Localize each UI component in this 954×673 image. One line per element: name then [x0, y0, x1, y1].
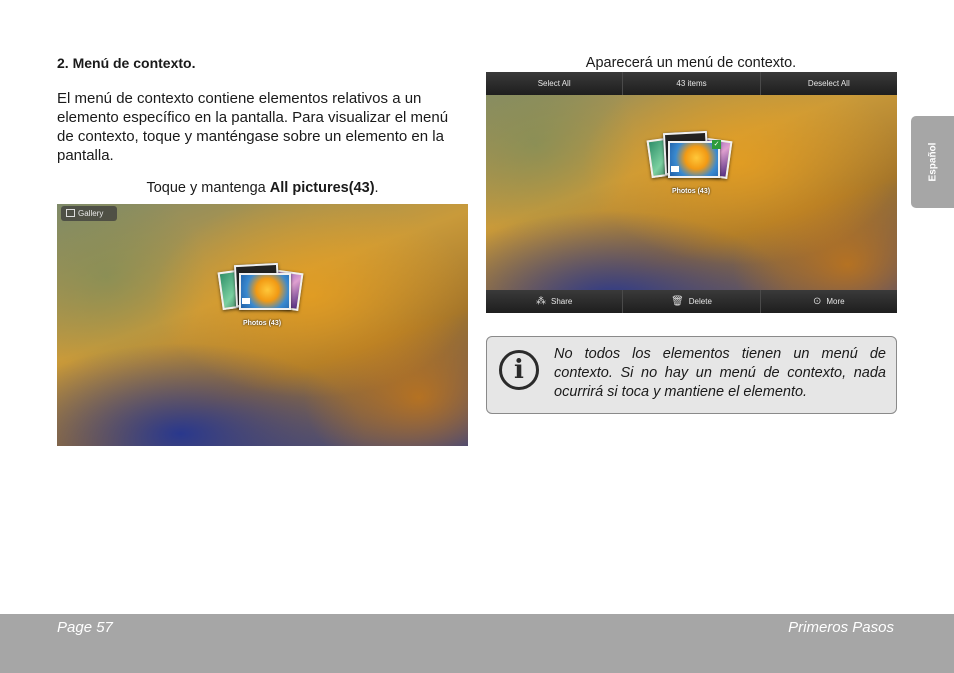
caption-left-bold: All pictures(43) [269, 180, 375, 196]
album-cover-photo [239, 273, 291, 310]
language-tab [911, 116, 954, 208]
gallery-tab-label: Gallery [78, 209, 104, 218]
body-paragraph: El menú de contexto contiene elementos relativos a un elemento específico en la pantalla. Para visualizar el menú de contexto, toque y manténgase sobre un elemento en la pantalla. [57, 90, 449, 164]
select-all-button[interactable] [486, 72, 623, 95]
screenshot-context-menu [486, 72, 897, 313]
album-photos[interactable] [217, 262, 307, 332]
more-label: More [826, 297, 845, 306]
select-all-label: Select All [537, 79, 571, 88]
delete-button[interactable] [623, 290, 760, 313]
share-label: Share [550, 297, 573, 306]
deselect-all-label: Deselect All [807, 79, 850, 88]
album-label: Photos (43) [671, 188, 711, 195]
checkmark-icon: ✓ [713, 141, 720, 148]
share-icon: ⁂ [535, 296, 546, 307]
gallery-icon [66, 209, 75, 217]
caption-right: Aparecerá un menú de contexto. [585, 55, 797, 71]
gallery-tab[interactable] [61, 206, 117, 221]
folder-icon [671, 166, 679, 172]
note-text: No todos los elementos tienen un menú de contexto. Si no hay un menú de contexto, nada ocurrirá si toca y mantiene el elemento. [554, 346, 886, 400]
info-icon: i [499, 350, 539, 390]
section-title: 2. Menú de contexto. [57, 55, 196, 71]
page-number: Page 57 [57, 619, 113, 636]
item-count [623, 72, 760, 95]
footer-section-name: Primeros Pasos [788, 619, 894, 636]
caption-left [57, 180, 468, 196]
delete-label: Delete [688, 297, 712, 306]
folder-icon [242, 298, 250, 304]
deselect-all-button[interactable] [761, 72, 897, 95]
trash-icon: 🗑 [671, 296, 684, 307]
language-tab-label: Español [927, 142, 938, 182]
action-bar-bottom [486, 290, 897, 313]
more-icon: ⊙ [813, 296, 822, 307]
info-note [486, 336, 897, 414]
album-photos-selected[interactable] [646, 130, 736, 200]
caption-left-prefix: Toque y mantenga [146, 180, 270, 196]
screenshot-gallery [57, 204, 468, 446]
page-footer [0, 614, 954, 673]
caption-left-suffix: . [374, 180, 379, 196]
share-button[interactable] [486, 290, 623, 313]
album-label: Photos (43) [242, 320, 282, 327]
more-button[interactable] [761, 290, 897, 313]
item-count-label: 43 items [676, 79, 707, 88]
action-bar-top [486, 72, 897, 95]
